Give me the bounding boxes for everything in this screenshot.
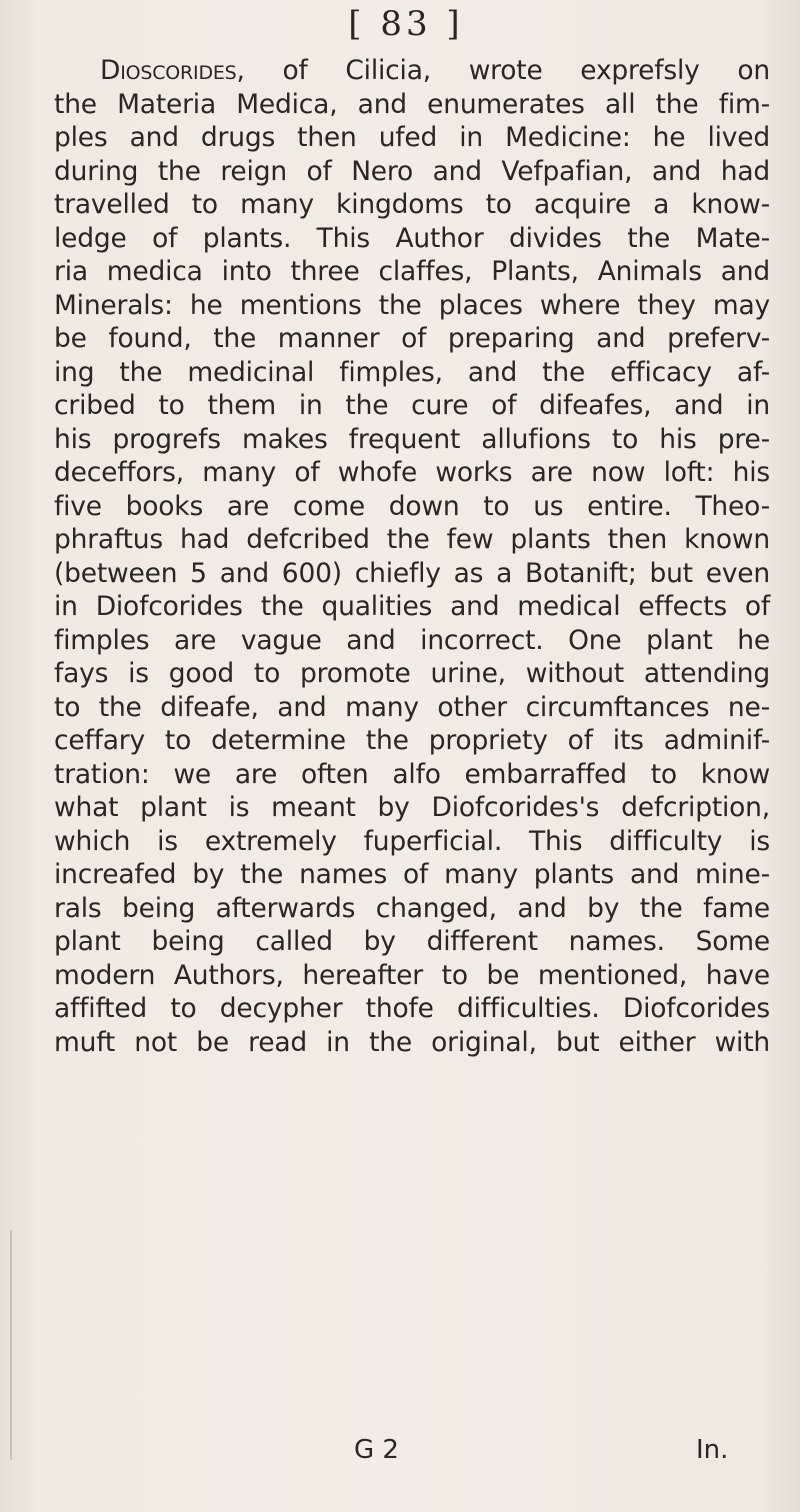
text-line [54, 54, 770, 88]
text-line [54, 322, 770, 356]
text-line [54, 289, 770, 323]
text-line [54, 389, 770, 423]
line-text: tration: we are often alfo embarraffed to know [54, 758, 770, 790]
page-footer [0, 1435, 800, 1471]
text-line [54, 121, 770, 155]
text-line [54, 624, 770, 658]
line-text: in Diofcorides the qualities and medical effects of [54, 591, 770, 622]
line-text: phraftus had defcribed the few plants then known [54, 524, 770, 555]
text-line [54, 255, 770, 289]
line-text: affifted to decypher thofe difficulties. Diofcorides [54, 993, 770, 1024]
line-text: fimples are vague and incorrect. One plant he [54, 624, 770, 656]
line-text: to the difeafe, and many other circumftances ne- [54, 691, 770, 723]
page-number-header: [ 83 ] [348, 4, 464, 44]
text-line [54, 523, 770, 557]
text-line [54, 657, 770, 691]
line-text: the Materia Medica, and enumerates all the fim- [54, 88, 770, 120]
text-line [54, 188, 770, 222]
signature-mark: G 2 [354, 1435, 399, 1465]
text-line [54, 1026, 770, 1060]
line-text: travelled to many kingdoms to acquire a know- [54, 189, 770, 220]
catchword: In. [696, 1435, 729, 1465]
text-line [54, 456, 770, 490]
line-text: during the reign of Nero and Vefpafian, and had [54, 155, 770, 187]
line-text: ples and drugs then ufed in Medicine: he lived [54, 122, 770, 153]
line-text: modern Authors, hereafter to be mentioned, have [54, 959, 770, 991]
text-line [54, 490, 770, 524]
line-text: deceffors, many of whofe works are now loft: his [54, 457, 770, 488]
line-text: fays is good to promote urine, without attending [54, 658, 770, 689]
line-text: his progrefs makes frequent allufions to his pre- [54, 423, 770, 455]
text-line [54, 791, 770, 825]
text-line [54, 88, 770, 122]
text-line [54, 858, 770, 892]
line-text: ing the medicinal fimples, and the efficacy af- [54, 356, 770, 388]
text-line [54, 992, 770, 1026]
line-text: be found, the manner of preparing and preferv- [54, 323, 770, 354]
line-text: what plant is meant by Diofcorides's defcription, [54, 792, 770, 823]
text-line [54, 222, 770, 256]
text-line [54, 925, 770, 959]
line-text: plant being called by different names. Some [54, 926, 770, 957]
line-text: ria medica into three claffes, Plants, Animals and [54, 256, 770, 287]
line-text: which is extremely fuperficial. This difficulty is [54, 825, 770, 857]
line-text: Minerals: he mentions the places where they may [54, 289, 770, 321]
body-text [54, 54, 770, 1059]
margin-rule [10, 1230, 12, 1460]
text-line [54, 691, 770, 725]
line-text: muft not be read in the original, but either with [54, 1026, 770, 1058]
line-text: cribed to them in the cure of difeafes, and in [54, 390, 770, 421]
line-text: five books are come down to us entire. Theo- [54, 490, 770, 522]
text-line [54, 356, 770, 390]
line-text: ledge of plants. This Author divides the Mate- [54, 222, 770, 254]
line-text: rals being afterwards changed, and by the fame [54, 892, 770, 924]
line-text: (between 5 and 600) chiefly as a Botanift; but even [54, 557, 770, 589]
text-line [54, 758, 770, 792]
text-line [54, 892, 770, 926]
text-line [54, 590, 770, 624]
text-line [54, 825, 770, 859]
text-line [54, 959, 770, 993]
text-line [54, 155, 770, 189]
line-text: of Cilicia, wrote exprefsly on [244, 55, 770, 86]
line-text: increafed by the names of many plants and mine- [54, 859, 770, 890]
text-line [54, 724, 770, 758]
text-line [54, 557, 770, 591]
line-text: ceffary to determine the propriety of its adminif- [54, 725, 770, 756]
text-line [54, 423, 770, 457]
author-name: Dioscorides, [100, 55, 245, 86]
